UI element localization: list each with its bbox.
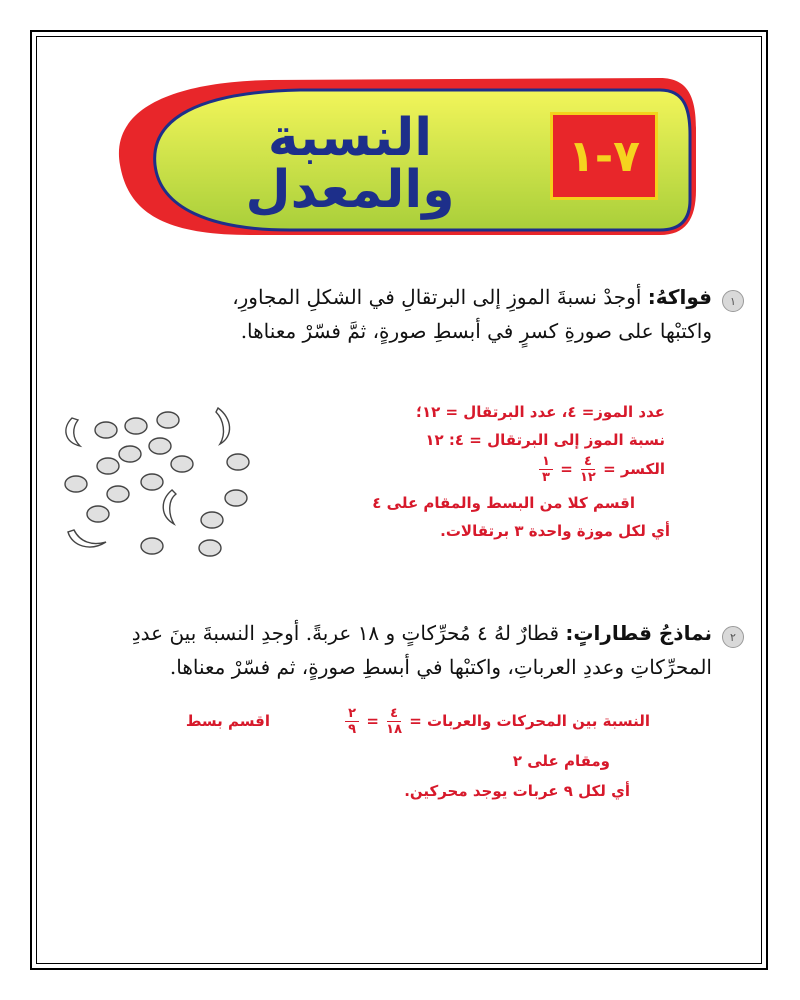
equals-sign-2: = <box>366 712 379 730</box>
fraction-4-18: $\frac{٤}{١٨}$ <box>386 706 403 737</box>
answer-1-line1: عدد الموز= ٤، عدد البرتقال = ١٢؛ <box>415 403 665 421</box>
answer-2-line3: أي لكل ٩ عربات يوجد محركين. <box>404 782 630 800</box>
answer-1-line4: اقسم كلا من البسط والمقام على ٤ <box>372 494 635 512</box>
question-2-line1: قطارٌ لهُ ٤ مُحرِّكاتٍ و ١٨ عربةً. أوجدِ النسبةَ بينَ عددِ <box>131 621 560 645</box>
fraction-1-3: $\frac{١}{٣}$ <box>539 454 553 485</box>
lesson-number-badge <box>550 112 658 200</box>
question-2-text <box>120 616 712 684</box>
answer-1-line5: أي لكل موزة واحدة ٣ برتقالات. <box>440 522 670 540</box>
answer-1 <box>300 398 670 545</box>
answer-1-fraction <box>300 454 665 485</box>
fraction-4-12: $\frac{٤}{١٢}$ <box>580 454 596 485</box>
orange-icon <box>65 412 249 556</box>
question-1-line2: واكتبْها على صورةِ كسرٍ في أبسطِ صورةٍ، ثمَّ فسّرْ معناها. <box>240 319 712 343</box>
lesson-number: ٧-١ <box>568 130 640 182</box>
lesson-title: النسبة والمعدل <box>245 108 455 220</box>
answer-1-line2: نسبة الموز إلى البرتقال = ٤: ١٢ <box>425 431 665 449</box>
question-1-text <box>140 280 712 348</box>
answer-2-ratio <box>320 706 650 737</box>
question-1-keyword: فواكهُ: <box>647 285 712 309</box>
answer-1-fraction-label: الكسر = <box>603 460 665 478</box>
question-number-2: ٢ <box>722 626 744 648</box>
answer-2-line2: ومقام على ٢ <box>512 752 610 770</box>
question-number-1: ١ <box>722 290 744 312</box>
question-2-keyword: نماذجُ قطاراتٍ: <box>565 621 712 645</box>
equals-sign: = <box>560 460 573 478</box>
question-1-line1: أوجدْ نسبةَ الموزِ إلى البرتقالِ في الشكلِ المجاورِ، <box>232 285 642 309</box>
answer-2-label: النسبة بين المحركات والعربات = <box>409 712 650 730</box>
fraction-2-9: $\frac{٢}{٩}$ <box>345 706 359 737</box>
answer-2-note: اقسم بسط <box>185 712 270 730</box>
question-2-line2: المحرِّكاتِ وعددِ العرباتِ، واكتبْها في أبسطِ صورةٍ، ثم فسّرْ معناها. <box>169 655 712 679</box>
fruit-illustration <box>60 400 265 560</box>
